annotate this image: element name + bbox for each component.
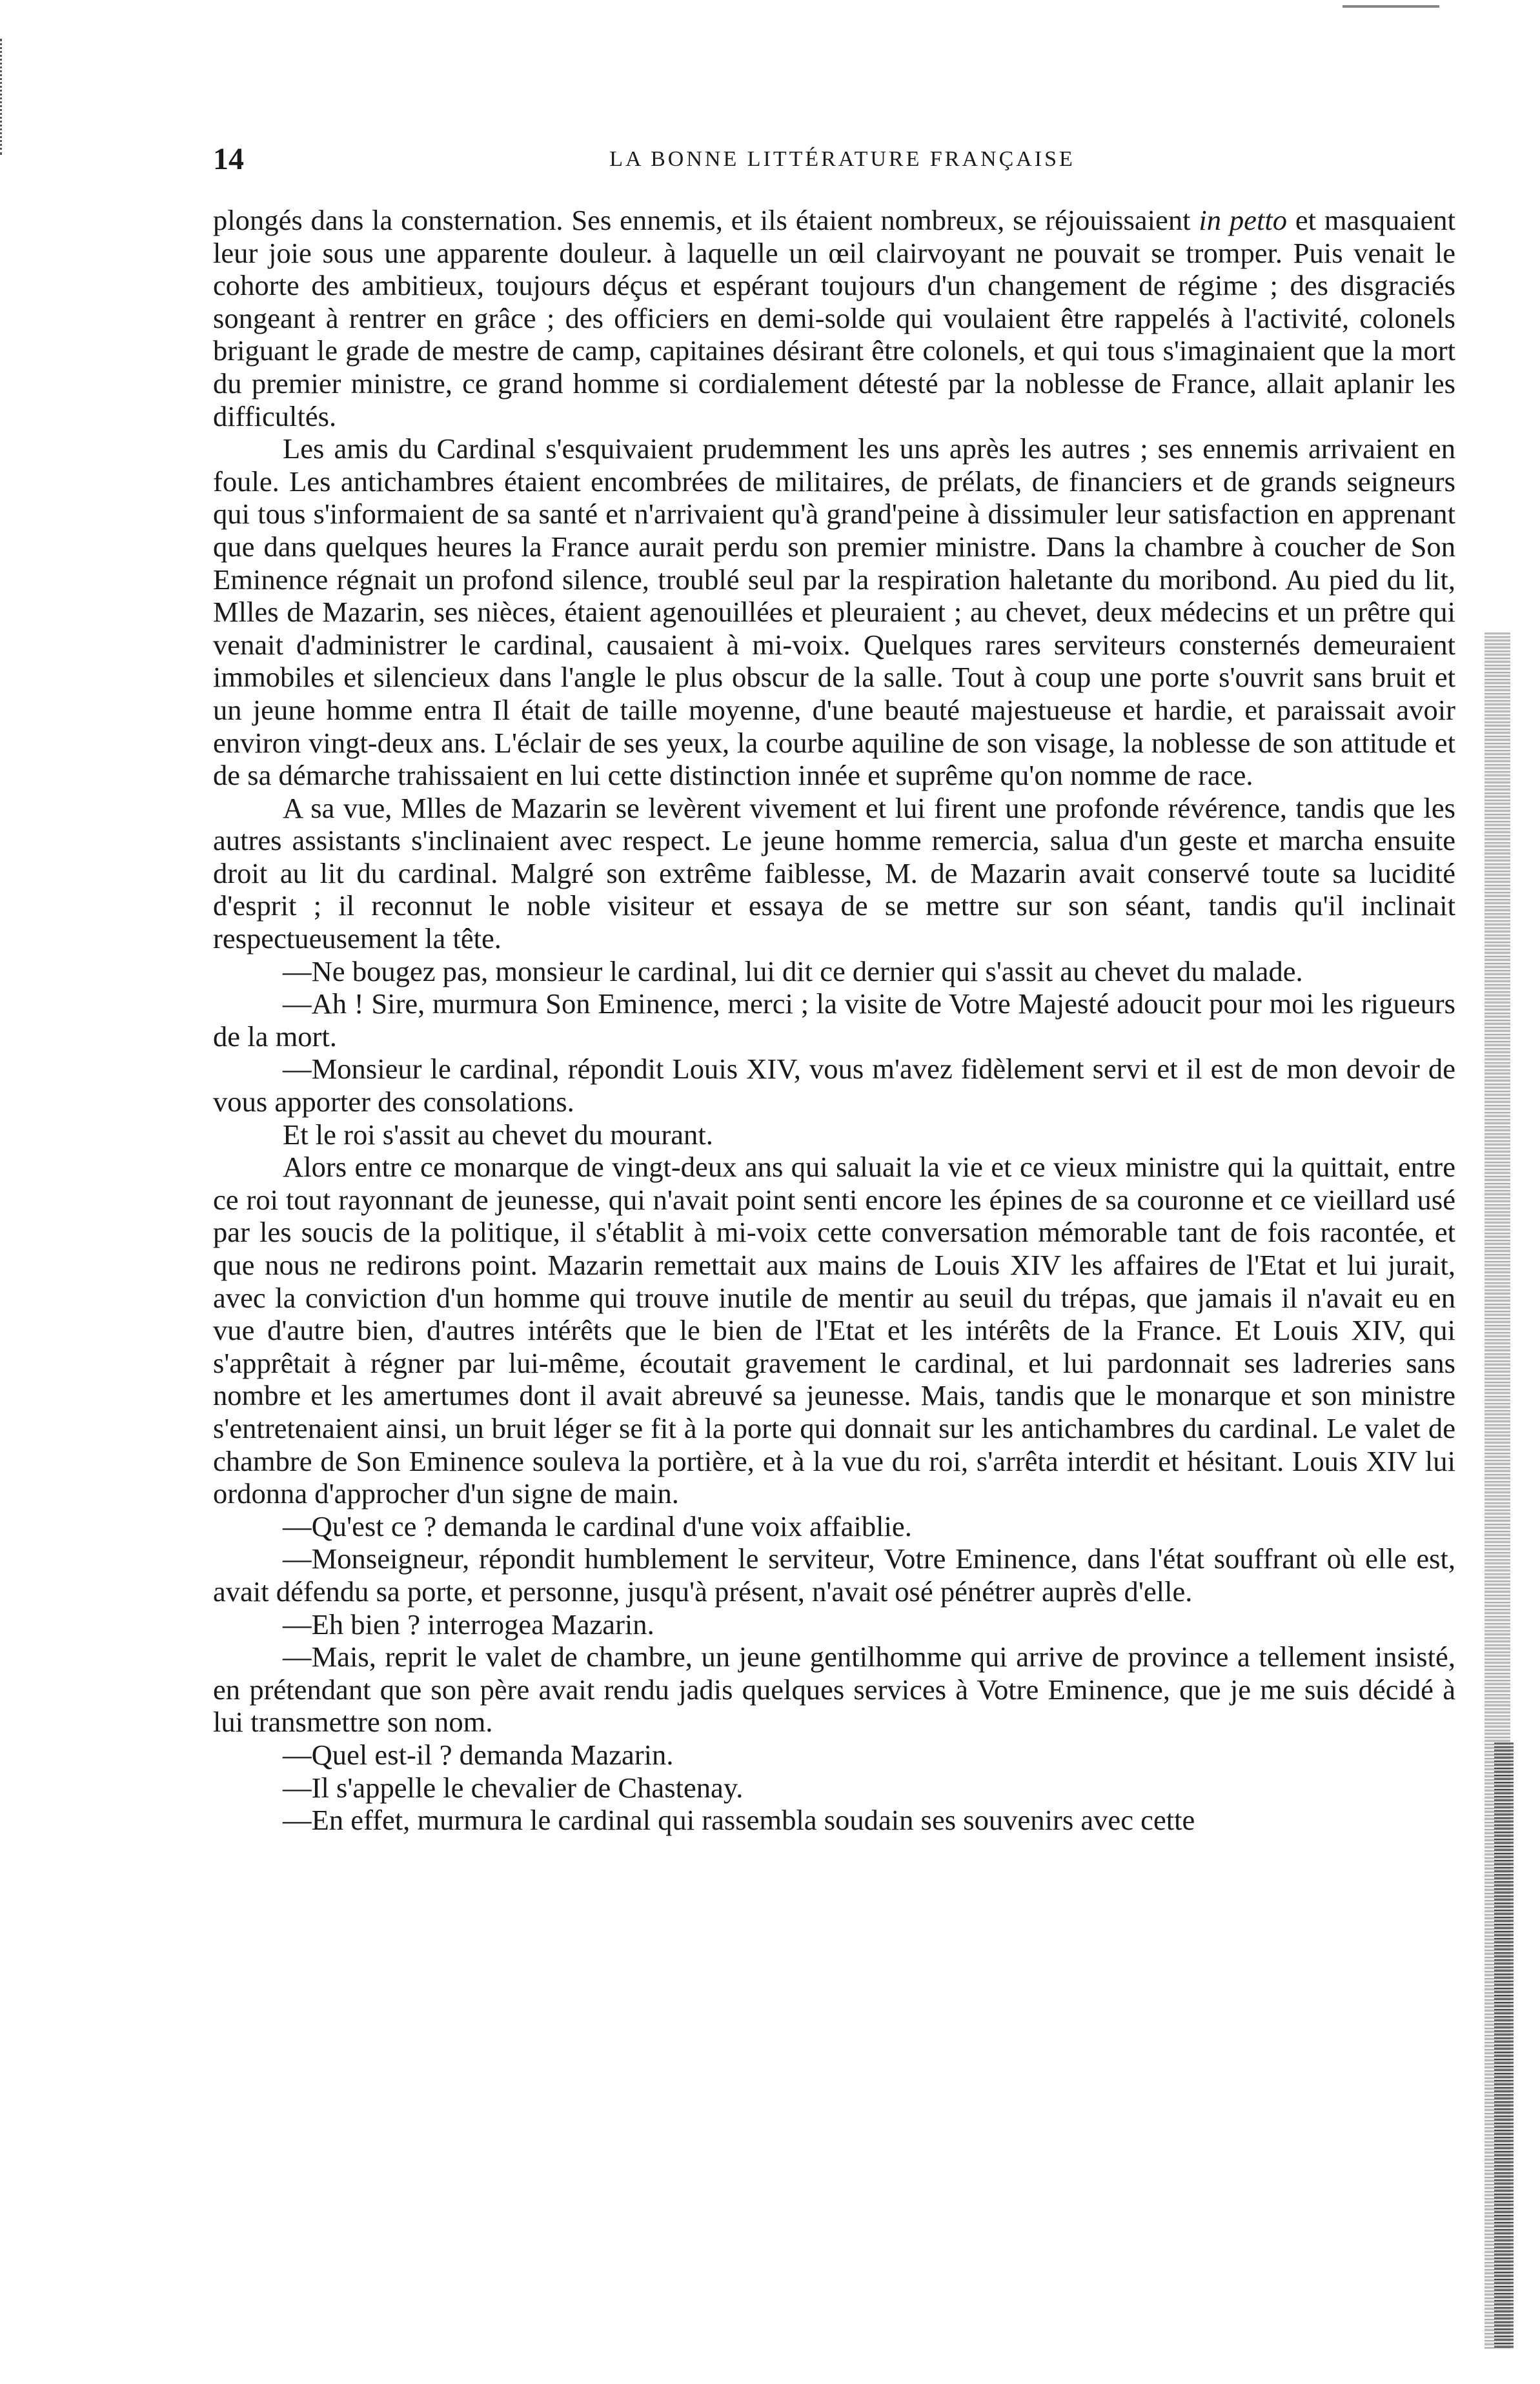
paragraph-3: A sa vue, Mlles de Mazarin se levèrent vivement et lui firent une profonde révérence, tandis que les autres assistants s'inclinaient avec respect. Le jeune homme remercia, salua d'un geste et marcha ensuite droit au lit du cardinal. Malgré son extrême faiblesse, M. de Mazarin avait conservé toute sa lucidité d'esprit ; il reconnut le noble visiteur et essaya de se mettre sur son séant, tandis qu'il inclinait respectueusement la tête. [213,791,1455,955]
paragraph-9: —Qu'est ce ? demanda le cardinal d'une voix affaiblie. [283,1510,912,1542]
running-head [213,137,1472,182]
paragraph-7: Et le roi s'assit au chevet du mourant. [283,1118,713,1151]
paragraph-4: —Ne bougez pas, monsieur le cardinal, lui dit ce dernier qui s'assit au chevet du malade. [283,955,1303,987]
paragraph-1 [213,204,1455,432]
latin-phrase: in petto [1199,204,1288,236]
paragraph-5: —Ah ! Sire, murmura Son Eminence, merci ; la visite de Votre Majesté adoucit pour moi les rigueurs de la mort. [213,987,1455,1053]
paragraph-6: —Monsieur le cardinal, répondit Louis XIV, vous m'avez fidèlement servi et il est de mon devoir de vous apporter des consolations. [213,1053,1455,1118]
scan-artifact-top [1342,5,1439,8]
paragraph-11: —Eh bien ? interrogea Mazarin. [283,1608,654,1641]
body-text [213,204,1455,1837]
paragraph-2: Les amis du Cardinal s'esquivaient prudemment les uns après les autres ; ses ennemis arrivaient en foule. Les antichambres étaient encombrées de militaires, de prélats, de financiers et de grands seigneurs qui tous s'informaient de sa santé et n'arrivaient qu'à grand'peine à dissimuler leur satisfaction en apprenant que dans quelques heures la France aurait perdu son premier ministre. Dans la chambre à coucher de Son Eminence régnait un profond silence, troublé seul par la respiration haletante du moribond. Au pied du lit, Mlles de Mazarin, ses nièces, étaient agenouillées et pleuraient ; au chevet, deux médecins et un prêtre qui venait d'administrer le cardinal, causaient à mi-voix. Quelques rares serviteurs consternés demeuraient immobiles et silencieux dans l'angle le plus obscur de la salle. Tout à coup une porte s'ouvrit sans bruit et un jeune homme entra Il était de taille moyenne, d'une beauté majestueuse et hardie, et paraissait avoir environ vingt-deux ans. L'éclair de ses yeux, la courbe aquiline de son visage, la noblesse de son attitude et de sa démarche trahissaient en lui cette distinction innée et suprême qu'on nomme de race. [213,432,1455,792]
paragraph-10: —Monseigneur, répondit humblement le serviteur, Votre Eminence, dans l'état souffrant où elle est, avait défendu sa porte, et personne, jusqu'à présent, n'avait osé pénétrer auprès d'elle. [213,1542,1455,1608]
page-number: 14 [213,142,244,176]
paragraph-1-end: et masquaient leur joie sous une apparente douleur. à laquelle un œil clairvoyant ne pouvait se tromper. Puis venait le cohorte des ambitieux, toujours déçus et espérant toujours d'un changement de régime ; des disgraciés songeant à rentrer en grâce ; des officiers en demi-solde qui voulaient être rappelés à l'activité, colonels briguant le grade de mestre de camp, capitaines désirant être colonels, et qui tous s'imaginaient que la mort du premier ministre, ce grand homme si cordialement détesté par la noblesse de France, allait aplanir les difficultés. [213,204,1455,432]
paragraph-12: —Mais, reprit le valet de chambre, un jeune gentilhomme qui arrive de province a tellement insisté, en prétendant que son père avait rendu jadis quelques services à Votre Eminence, que je me suis décidé à lui transmettre son nom. [213,1641,1455,1739]
paragraph-8: Alors entre ce monarque de vingt-deux ans qui saluait la vie et ce vieux ministre qui la quittait, entre ce roi tout rayonnant de jeunesse, qui n'avait point senti encore les épines de sa couronne et ce vieillard usé par les soucis de la politique, il s'établit à mi-voix cette conversation mémorable tant de fois racontée, et que nous ne redirons point. Mazarin remettait aux mains de Louis XIV les affaires de l'Etat et lui jurait, avec la conviction d'un homme qui trouve inutile de mentir au seuil du trépas, que jamais il n'avait eu en vue d'autre bien, d'autres intérêts que le bien de l'Etat et les intérêts de la France. Et Louis XIV, qui s'apprêtait à régner par lui-même, écoutait gravement le cardinal, et lui pardonnait ses ladreries sans nombre et les amertumes dont il avait abreuvé sa jeunesse. Mais, tandis que le monarque et son ministre s'entretenaient ainsi, un bruit léger se fit à la porte qui donnait sur les antichambres du cardinal. Le valet de chambre de Son Eminence souleva la portière, et à la vue du roi, s'arrêta interdit et hésitant. Louis XIV lui ordonna d'approcher d'un signe de main. [213,1151,1455,1510]
paragraph-15: —En effet, murmura le cardinal qui rassembla soudain ses souvenirs avec cette [283,1804,1195,1837]
paragraph-13: —Quel est-il ? demanda Mazarin. [283,1738,674,1771]
scan-artifact-left [0,39,7,155]
paragraph-14: —Il s'appelle le chevalier de Chastenay. [283,1771,744,1804]
paragraph-1-start: plongés dans la consternation. Ses ennemis, et ils étaient nombreux, se réjouissaient [213,204,1199,236]
running-title: LA BONNE LITTÉRATURE FRANÇAISE [609,147,1075,171]
scan-artifact-right-edge-dark [1494,1743,1514,2349]
